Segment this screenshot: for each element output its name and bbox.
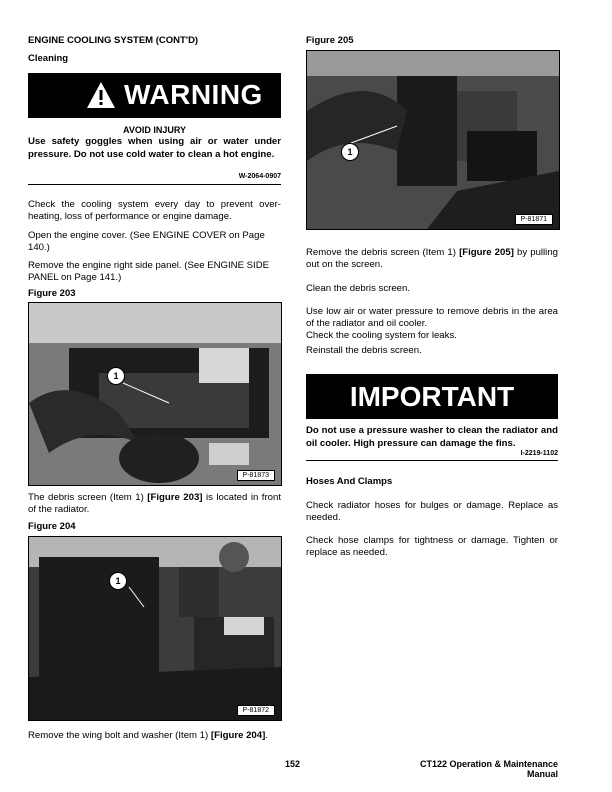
para-check-cooling: Check the cooling system every day to prevent over-heating, loss of performance or engine damage. [28,199,281,223]
para-check-hoses: Check radiator hoses for bulges or damage. Replace as needed. [306,500,558,524]
figure-203-photo [28,302,282,486]
important-banner: IMPORTANT [306,374,558,419]
figure-205-photo [306,50,560,230]
manual-title: CT122 Operation & Maintenance Manual [419,759,558,779]
figure-203-callout: 1 [107,367,125,385]
figure-204-callout: 1 [109,572,127,590]
figure-203-label: Figure 203 [28,288,76,299]
warning-banner-text: WARNING [124,79,263,110]
para-check-leaks: Check the cooling system for leaks. [306,330,457,341]
figure-204-photo-id: P-81872 [237,705,275,716]
para-debris-screen-location: The debris screen (Item 1) [Figure 203] is located in front of the radiator. [28,492,281,516]
para-remove-debris-screen: Remove the debris screen (Item 1) [Figure 205] by pulling out on the screen. [306,247,558,271]
figure-204-photo [28,536,282,721]
para-low-pressure: Use low air or water pressure to remove debris in the area of the radiator and oil cooler. [306,306,558,330]
warning-heading: AVOID INJURY [122,125,186,135]
figure-205-photo-id: P-81871 [515,214,553,225]
warning-text: Use safety goggles when using air or water under pressure. Do not use cold water to clean a hot engine. [28,136,281,160]
warning-divider [28,184,281,185]
figure-205-label: Figure 205 [306,35,354,46]
hoses-title: Hoses And Clamps [306,476,393,487]
section-title: ENGINE COOLING SYSTEM (CONT'D) [28,35,199,46]
important-divider [306,460,558,461]
para-check-clamps: Check hose clamps for tightness or damage. Tighten or replace as needed. [306,535,558,559]
figure-203-photo-id: P-81873 [237,470,275,481]
para-reinstall: Reinstall the debris screen. [306,345,422,356]
warning-banner [28,73,281,118]
subtitle-cleaning: Cleaning [28,53,69,64]
warning-code: W-2064-0907 [238,173,281,180]
important-code: I-2219-1102 [520,450,558,457]
para-remove-wing-bolt: Remove the wing bolt and washer (Item 1) [Figure 204]. [28,730,268,741]
figure-205-callout: 1 [341,143,359,161]
important-text: Do not use a pressure washer to clean the radiator and oil cooler. High pressure can damage the fins. [306,425,558,449]
warning-triangle-icon [86,81,116,109]
page-number: 152 [285,759,301,769]
para-remove-panel: Remove the engine right side panel. (See ENGINE SIDE PANEL on Page 141.) [28,260,270,284]
para-clean-screen: Clean the debris screen. [306,283,410,294]
figure-204-label: Figure 204 [28,521,76,532]
para-open-cover: Open the engine cover. (See ENGINE COVER on Page 140.) [28,230,265,254]
